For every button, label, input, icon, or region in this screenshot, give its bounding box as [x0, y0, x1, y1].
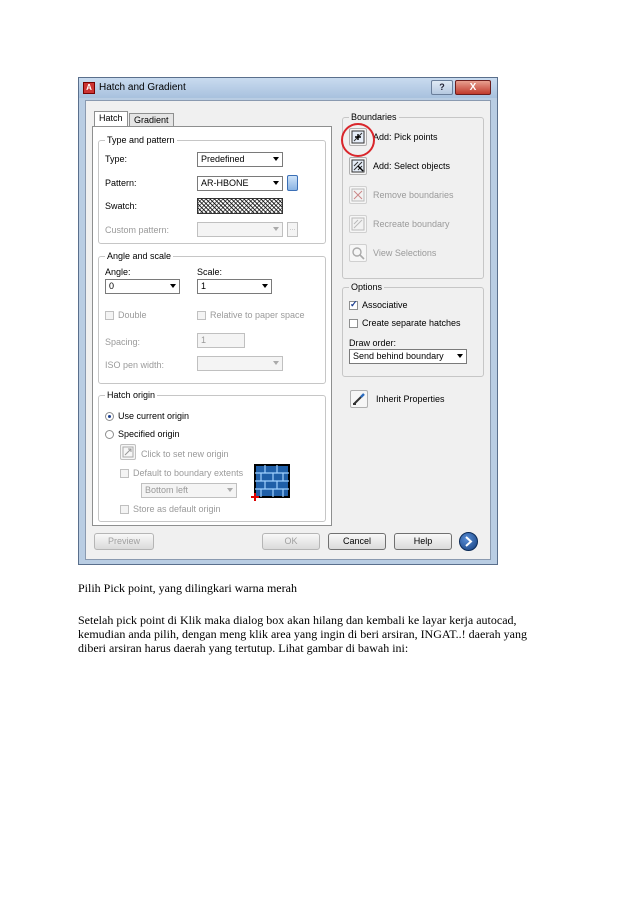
spacing-label: Spacing:	[105, 337, 141, 347]
angle-scale-legend: Angle and scale	[107, 251, 172, 261]
recreate-boundary-icon	[351, 217, 365, 231]
angle-select[interactable]: 0	[105, 279, 180, 294]
help-button[interactable]: Help	[394, 533, 452, 550]
paragraph-line-3: diberi arsiran harus daerah yang tertutup. Lihat gambar di bawah ini:	[78, 641, 409, 655]
custom-pattern-select[interactable]	[197, 222, 283, 237]
add-select-objects-label[interactable]: Add: Select objects	[373, 161, 451, 171]
type-pattern-group	[98, 135, 326, 244]
swatch-label: Swatch:	[105, 201, 138, 211]
spacing-input[interactable]: 1	[197, 333, 245, 348]
type-label: Type:	[105, 154, 128, 164]
caption-text: Pilih Pick point, yang dilingkari warna merah	[78, 581, 297, 595]
default-boundary-checkbox[interactable]	[120, 469, 129, 478]
origin-preview-icon	[251, 463, 291, 503]
ok-button[interactable]: OK	[262, 533, 320, 550]
view-selections-label[interactable]: View Selections	[373, 248, 437, 258]
view-selections-button[interactable]	[349, 244, 367, 262]
inherit-properties-label[interactable]: Inherit Properties	[376, 394, 445, 404]
pattern-label: Pattern:	[105, 178, 137, 188]
specified-origin-label: Specified origin	[118, 429, 180, 439]
autocad-app-icon: A	[83, 82, 95, 94]
paintbrush-icon	[352, 392, 366, 406]
store-default-label: Store as default origin	[133, 504, 221, 514]
pattern-browse-button[interactable]	[287, 175, 298, 191]
dialog-client-area	[85, 100, 491, 560]
tab-gradient[interactable]: Gradient	[129, 113, 174, 127]
separate-hatches-label: Create separate hatches	[362, 318, 461, 328]
close-button[interactable]: X	[455, 80, 491, 95]
tab-hatch[interactable]: Hatch	[94, 111, 128, 127]
separate-hatches-checkbox[interactable]	[349, 319, 358, 328]
hatch-tab-panel	[92, 126, 332, 526]
cancel-button[interactable]: Cancel	[328, 533, 386, 550]
specified-origin-radio[interactable]	[105, 430, 114, 439]
inherit-properties-button[interactable]	[350, 390, 368, 408]
type-pattern-legend: Type and pattern	[107, 135, 175, 145]
dialog-title: Hatch and Gradient	[99, 82, 186, 93]
preview-button[interactable]: Preview	[94, 533, 154, 550]
remove-boundaries-label[interactable]: Remove boundaries	[373, 190, 454, 200]
remove-boundaries-button[interactable]	[349, 186, 367, 204]
boundaries-legend: Boundaries	[351, 112, 397, 122]
remove-boundaries-icon	[351, 188, 365, 202]
click-set-origin-button[interactable]	[120, 444, 136, 460]
recreate-boundary-label[interactable]: Recreate boundary	[373, 219, 450, 229]
associative-label: Associative	[362, 300, 408, 310]
associative-checkbox[interactable]	[349, 301, 358, 310]
add-select-objects-button[interactable]	[349, 157, 367, 175]
title-bar[interactable]	[79, 78, 497, 98]
custom-pattern-label: Custom pattern:	[105, 225, 170, 235]
draw-order-label: Draw order:	[349, 338, 397, 348]
hatch-origin-legend: Hatch origin	[107, 390, 156, 400]
use-current-origin-radio[interactable]	[105, 412, 114, 421]
scale-label: Scale:	[197, 267, 223, 277]
angle-scale-group	[98, 251, 326, 384]
hatch-origin-group	[98, 390, 326, 522]
magnifier-icon	[351, 246, 365, 260]
iso-pen-width-select[interactable]	[197, 356, 283, 371]
chevron-right-icon	[460, 533, 477, 550]
options-group	[342, 282, 484, 377]
help-title-button[interactable]: ?	[431, 80, 453, 95]
hatch-gradient-dialog	[78, 77, 498, 565]
pick-points-highlight-circle	[341, 123, 375, 157]
iso-pen-width-label: ISO pen width:	[105, 360, 165, 370]
recreate-boundary-button[interactable]	[349, 215, 367, 233]
draw-order-select[interactable]: Send behind boundary	[349, 349, 467, 364]
relative-paper-checkbox[interactable]	[197, 311, 206, 320]
add-pick-points-label[interactable]: Add: Pick points	[373, 132, 438, 142]
relative-paper-label: Relative to paper space	[210, 310, 305, 320]
scale-select[interactable]: 1	[197, 279, 272, 294]
double-checkbox[interactable]	[105, 311, 114, 320]
angle-label: Angle:	[105, 267, 131, 277]
double-label: Double	[118, 310, 147, 320]
select-objects-icon	[351, 159, 365, 173]
store-default-checkbox[interactable]	[120, 505, 129, 514]
pattern-select[interactable]: AR-HBONE	[197, 176, 283, 191]
origin-position-select[interactable]: Bottom left	[141, 483, 237, 498]
click-set-origin-label: Click to set new origin	[141, 449, 229, 459]
custom-pattern-browse-button[interactable]: ...	[287, 222, 298, 237]
paragraph-line-1: Setelah pick point di Klik maka dialog box akan hilang dan kembali ke layar kerja autocad,	[78, 613, 517, 627]
options-legend: Options	[351, 282, 383, 292]
type-select[interactable]: Predefined	[197, 152, 283, 167]
default-boundary-label: Default to boundary extents	[133, 468, 244, 478]
more-options-button[interactable]	[459, 532, 478, 551]
paragraph-line-2: kemudian anda pilih, dengan meng klik area yang ingin di beri arsiran, INGAT..! daerah yang	[78, 627, 527, 641]
swatch-preview[interactable]	[197, 198, 283, 214]
use-current-origin-label: Use current origin	[118, 411, 190, 421]
set-origin-icon	[122, 446, 134, 458]
